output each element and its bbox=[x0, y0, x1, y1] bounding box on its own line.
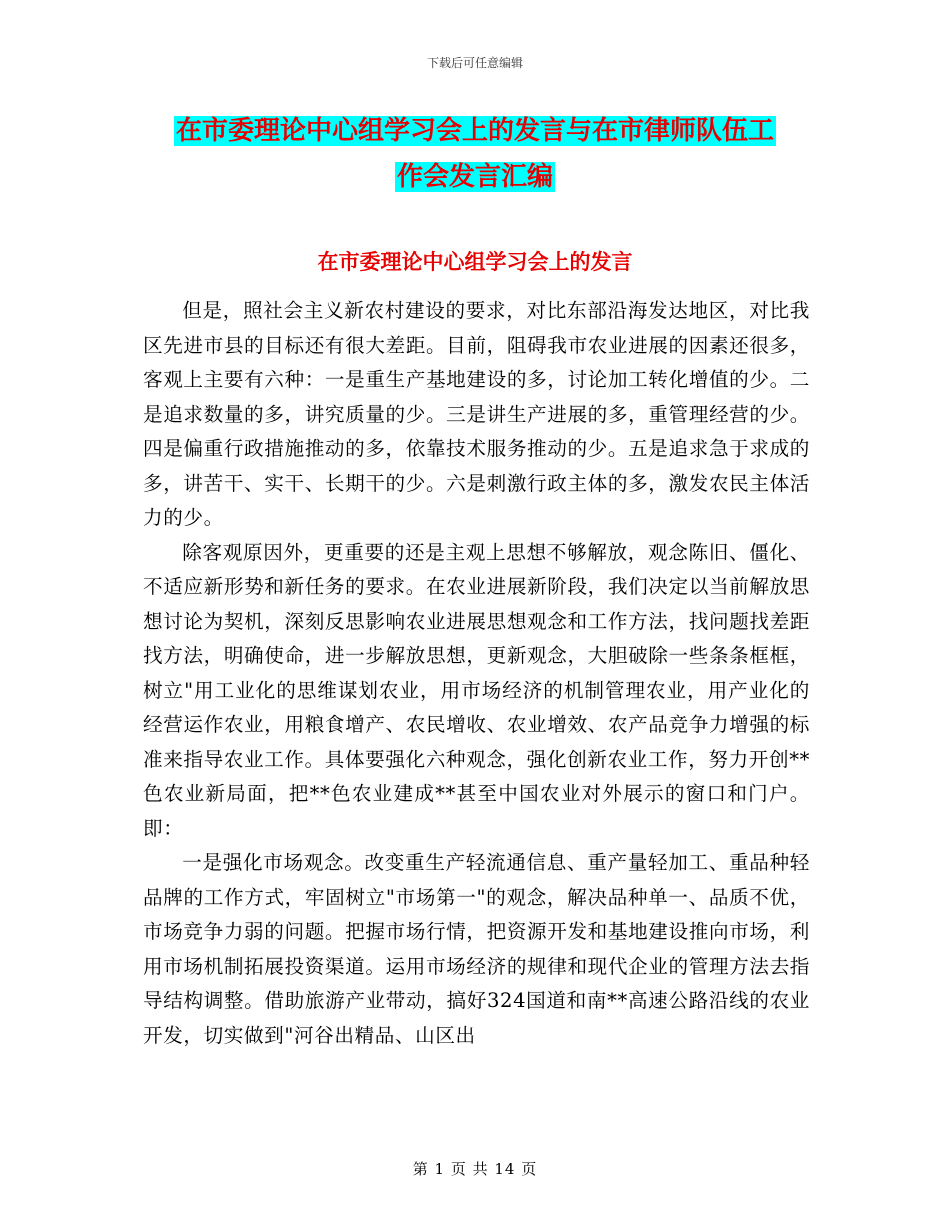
paragraph: 一是强化市场观念。改变重生产轻流通信息、重产量轻加工、重品种轻品牌的工作方式，牢固树立"市场第一"的观念，解决品种单一、品质不优，市场竞争力弱的问题。把握市场行情，把资源开发和基地建设推向市场，利用市场机制拓展投资渠道。运用市场经济的规律和现代企业的管理方法去指导结构调整。借助旅游产业带动，搞好324国道和南**高速公路沿线的农业开发，切实做到"河谷出精品、山区出 bbox=[143, 851, 810, 1047]
document-title-line-1: 在市委理论中心组学习会上的发言与在市律师队伍工 bbox=[175, 116, 774, 146]
page-number-footer: 第 1 页 共 14 页 bbox=[412, 1160, 538, 1178]
document-title-line-2: 作会发言汇编 bbox=[396, 162, 553, 192]
section-title: 在市委理论中心组学习会上的发言 bbox=[317, 250, 633, 274]
paragraph: 但是，照社会主义新农村建设的要求，对比东部沿海发达地区，对比我区先进市县的目标还有很大差距。目前，阻碍我市农业进展的因素还很多，客观上主要有六种：一是重生产基地建设的多，讨论加工转化增值的少。二是追求数量的多，讲究质量的少。三是讲生产进展的多，重管理经营的少。四是偏重行政措施推动的多，依靠技术服务推动的少。五是追求急于求成的多，讲苦干、实干、长期干的少。六是刺激行政主体的多，激发农民主体活力的少。 bbox=[143, 299, 810, 529]
document-title bbox=[140, 108, 810, 200]
header-note: 下载后可任意编辑 bbox=[426, 56, 523, 70]
paragraph: 除客观原因外，更重要的还是主观上思想不够解放，观念陈旧、僵化、不适应新形势和新任务的要求。在农业进展新阶段，我们决定以当前解放思想讨论为契机，深刻反思影响农业进展思想观念和工作方法，找问题找差距找方法，明确使命，进一步解放思想，更新观念，大胆破除一些条条框框，树立"用工业化的思维谋划农业，用市场经济的机制管理农业，用产业化的经营运作农业，用粮食增产、农民增收、农业增效、农产品竞争力增强的标准来指导农业工作。具体要强化六种观念，强化创新农业工作，努力开创**色农业新局面，把**色农业建成**甚至中国农业对外展示的窗口和门户。即： bbox=[143, 540, 810, 840]
document-body bbox=[143, 294, 810, 1053]
